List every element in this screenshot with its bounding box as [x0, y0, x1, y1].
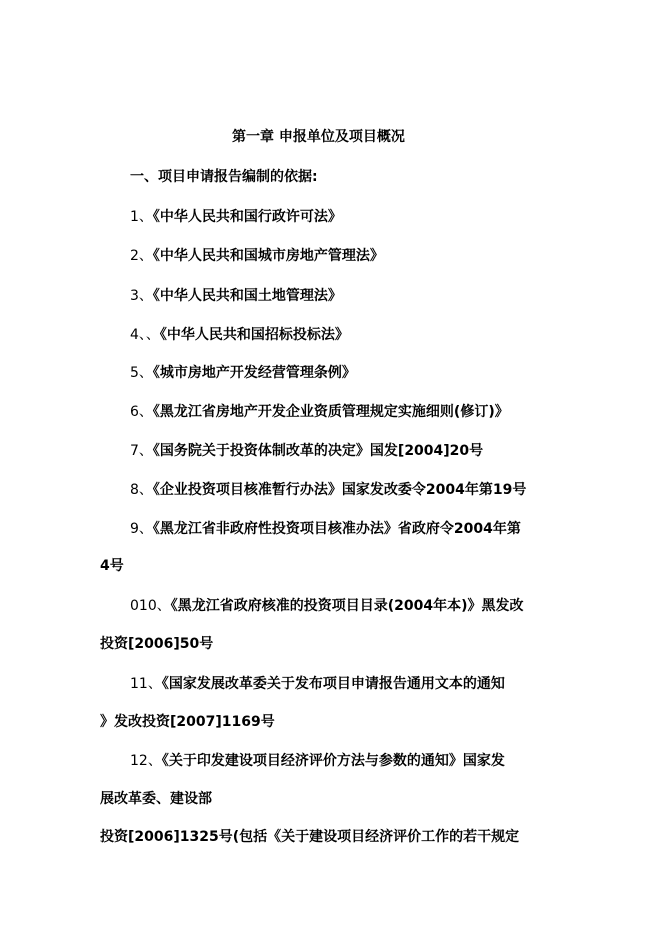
item-number: 11、 [130, 676, 162, 692]
item-text: 《关于印发建设项目经济评价方法与参数的通知》国家发 [161, 753, 505, 769]
list-item [130, 675, 505, 693]
item-number: 8、 [130, 482, 153, 498]
item-text: 《黑龙江省房地产开发企业资质管理规定实施细则(修订)》 [152, 404, 509, 420]
list-item [130, 520, 521, 538]
item-number: 2、 [130, 248, 153, 264]
list-item [130, 403, 509, 421]
item-number: 010、 [130, 598, 171, 614]
item-text: 《城市房地产开发经营管理条例》 [152, 365, 356, 381]
item-text: 《中华人民共和国行政许可法》 [152, 209, 342, 225]
item-text: 《国家发展改革委关于发布项目申请报告通用文本的通知 [161, 676, 505, 692]
list-item [130, 442, 483, 460]
item-continuation: 投资[2006]50号 [100, 636, 214, 652]
item-number: 12、 [130, 753, 162, 769]
list-item [130, 208, 342, 226]
item-text: 《中华人民共和国城市房地产管理法》 [152, 248, 384, 264]
item-continuation: 投资[2006]1325号(包括《关于建设项目经济评价工作的若干规定 [100, 829, 520, 845]
list-item [130, 247, 384, 265]
item-text: 《企业投资项目核准暂行办法》国家发改委令2004年第19号 [152, 482, 527, 498]
chapter-title: 第一章 申报单位及项目概况 [232, 129, 405, 145]
item-number: 1、 [130, 209, 153, 225]
item-continuation: 》发改投资[2007]1169号 [100, 714, 275, 730]
item-text: 《黑龙江省政府核准的投资项目目录(2004年本)》黑发改 [170, 598, 524, 614]
item-number: 5、 [130, 365, 153, 381]
item-number: 4、、 [130, 327, 160, 343]
item-continuation: 4号 [100, 558, 124, 574]
item-number: 9、 [130, 521, 153, 537]
list-item [130, 597, 524, 615]
item-text: 《国务院关于投资体制改革的决定》国发[2004]20号 [152, 443, 484, 459]
item-text: 《中华人民共和国招标投标法》 [159, 327, 349, 343]
item-number: 6、 [130, 404, 153, 420]
item-number: 7、 [130, 443, 153, 459]
item-continuation: 展改革委、建设部 [100, 791, 212, 807]
section-heading: 一、项目申请报告编制的依据: [130, 169, 318, 185]
list-item [130, 287, 342, 305]
item-text: 《中华人民共和国土地管理法》 [152, 288, 342, 304]
item-text: 《黑龙江省非政府性投资项目核准办法》省政府令2004年第 [152, 521, 521, 537]
list-item [130, 326, 349, 344]
list-item [130, 364, 356, 382]
item-number: 3、 [130, 288, 153, 304]
list-item [130, 481, 526, 499]
list-item [130, 752, 505, 770]
